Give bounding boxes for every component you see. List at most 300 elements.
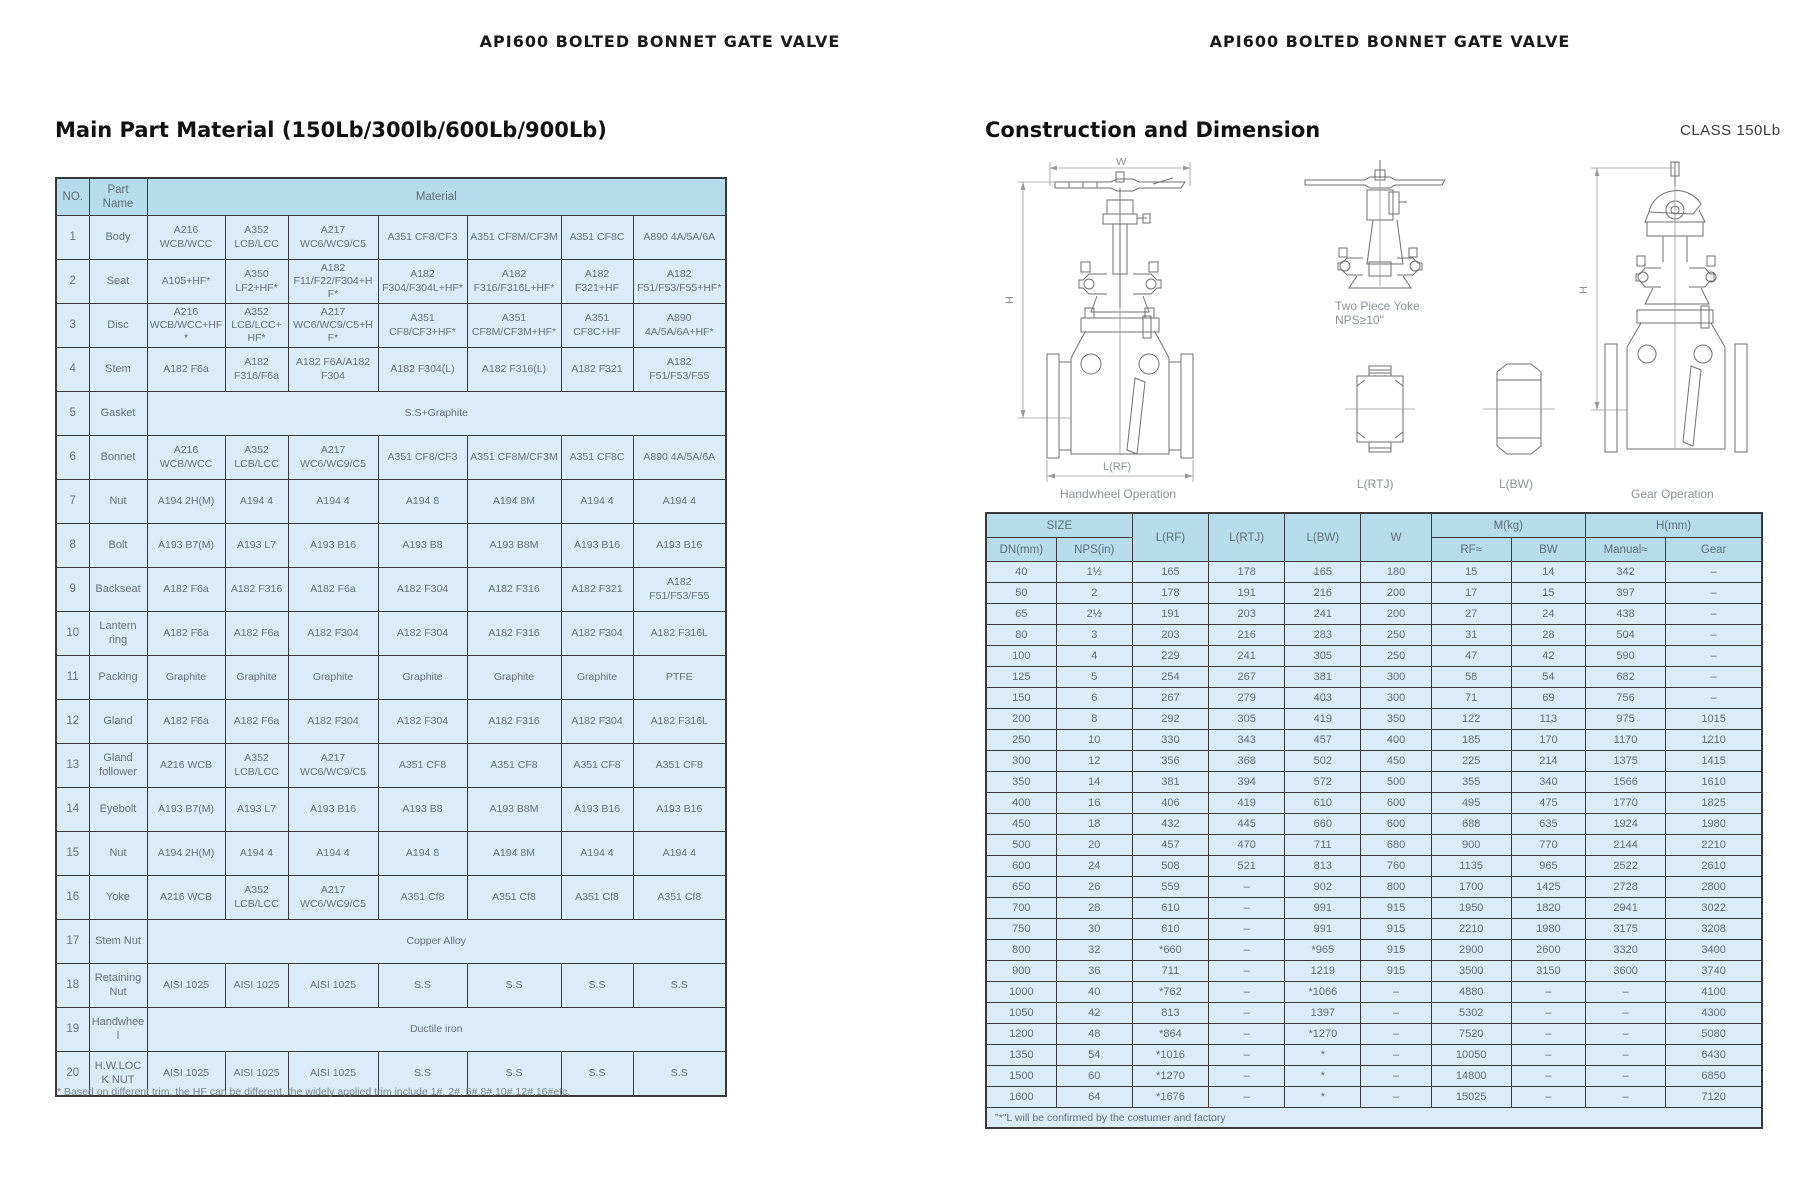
table-row [986,730,1762,751]
table-cell: 680 [1361,835,1431,856]
table-cell: 600 [1361,814,1431,835]
table-cell: 100 [986,646,1056,667]
dimension-footnote-row [986,1108,1762,1129]
svg-text:L(RTJ): L(RTJ) [1357,477,1394,491]
table-cell: A193 B16 [633,788,726,832]
table-cell: A182 F316 [225,568,288,612]
table-cell: 15 [56,832,89,876]
table-cell: A182 F304 [288,612,378,656]
two-piece-yoke-diagram [1305,160,1445,327]
table-cell: 800 [1361,877,1431,898]
table-cell: 4300 [1666,1003,1762,1024]
table-cell: 191 [1209,583,1285,604]
table-cell: A182 F304 [378,612,467,656]
table-cell: 1950 [1431,898,1511,919]
dimension-header-row-1 [986,513,1762,538]
table-cell: A182 F6a [288,568,378,612]
table-cell: A194 4 [633,832,726,876]
table-cell: 26 [1056,877,1132,898]
table-cell: – [1666,646,1762,667]
table-cell: 16 [56,876,89,920]
table-cell: 470 [1209,835,1285,856]
svg-text:H: H [1004,296,1016,304]
table-cell: A182 F316 [467,612,561,656]
table-cell: – [1209,1066,1285,1087]
table-cell: – [1586,1066,1666,1087]
table-cell: A351 CF8C [561,436,633,480]
table-row [986,1066,1762,1087]
table-cell: *1676 [1132,1087,1208,1108]
table-cell: A193 B7(M) [147,524,225,568]
table-cell: S.S+Graphite [147,392,726,436]
table-cell: 813 [1285,856,1361,877]
table-cell: 178 [1132,583,1208,604]
table-cell: Graphite [147,656,225,700]
valve-diagrams [985,158,1785,508]
col-header-nps: NPS(in) [1056,538,1132,562]
table-cell: A351 Cf8 [467,876,561,920]
table-cell: 2900 [1431,940,1511,961]
material-table-footnote: * Based on different trim, the HF can be different, the widely applied trim include 1#, 2#, 5#,8#,10#,12#,16#etc, [57,1086,571,1098]
table-cell: *660 [1132,940,1208,961]
table-row [56,788,726,832]
table-cell: A182 F321 [561,348,633,392]
page-header-left: API600 BOLTED BONNET GATE VALVE [479,32,841,51]
table-cell: 180 [1361,562,1431,583]
table-cell: 965 [1511,856,1585,877]
table-cell: A351 CF8M/CF3M+HF* [467,304,561,348]
table-cell: 200 [1361,604,1431,625]
table-cell: 267 [1132,688,1208,709]
table-cell: A182 F316/F6a [225,348,288,392]
table-cell: 2 [1056,583,1132,604]
table-cell: *864 [1132,1024,1208,1045]
table-cell: 770 [1511,835,1585,856]
table-cell: 24 [1056,856,1132,877]
table-cell: – [1511,1024,1585,1045]
table-cell: 48 [1056,1024,1132,1045]
table-cell: *1066 [1285,982,1361,1003]
table-cell: H.W.LOCK NUT [89,1052,147,1097]
table-cell: 3740 [1666,961,1762,982]
table-row [56,832,726,876]
table-cell: S.S [561,964,633,1008]
table-cell: 991 [1285,898,1361,919]
table-cell: A194 4 [225,832,288,876]
table-cell: 1000 [986,982,1056,1003]
table-cell: A193 B7(M) [147,788,225,832]
table-cell: 1210 [1666,730,1762,751]
table-cell: 419 [1209,793,1285,814]
table-cell: 2728 [1586,877,1666,898]
table-cell: AISI 1025 [225,1052,288,1097]
table-cell: S.S [467,1052,561,1097]
table-cell: 1825 [1666,793,1762,814]
material-table-body [56,216,726,1097]
table-cell: 445 [1209,814,1285,835]
svg-text:W: W [1116,158,1127,168]
gear-valve-diagram [1578,162,1747,501]
col-header-lrf: L(RF) [1132,513,1208,562]
table-cell: S.S [378,1052,467,1097]
table-cell: 14800 [1431,1066,1511,1087]
table-row [986,835,1762,856]
table-cell: 4100 [1666,982,1762,1003]
table-cell: 283 [1285,625,1361,646]
table-cell: A194 2H(M) [147,480,225,524]
table-cell: A193 B16 [288,788,378,832]
table-cell: Graphite [378,656,467,700]
table-cell: Stem [89,348,147,392]
table-row [986,877,1762,898]
table-cell: 165 [1285,562,1361,583]
table-cell: AISI 1025 [288,1052,378,1097]
table-cell: Graphite [288,656,378,700]
table-cell: A194 4 [225,480,288,524]
table-cell: A182 F304/F304L+HF* [378,260,467,304]
dimension-table-footnote: "*"L will be confirmed by the costumer and factory [986,1108,1762,1129]
table-cell: 18 [56,964,89,1008]
table-cell: A182 F6a [147,700,225,744]
table-cell: A194 8 [378,832,467,876]
table-row [56,216,726,260]
table-cell: Nut [89,832,147,876]
col-header-dn: DN(mm) [986,538,1056,562]
table-cell: 400 [1361,730,1431,751]
table-cell: A193 L7 [225,524,288,568]
table-cell: 300 [986,751,1056,772]
table-cell: AISI 1025 [225,964,288,1008]
table-cell: A182 F6A/A182 F304 [288,348,378,392]
table-row [56,568,726,612]
table-cell: 14 [56,788,89,832]
table-cell: 397 [1586,583,1666,604]
table-row [56,524,726,568]
table-cell: 4 [56,348,89,392]
table-cell: Copper Alloy [147,920,726,964]
table-cell: A194 8M [467,480,561,524]
table-cell: 394 [1209,772,1285,793]
table-cell: 1500 [986,1066,1056,1087]
table-cell: 682 [1586,667,1666,688]
table-cell: 3150 [1511,961,1585,982]
table-cell: A182 F6a [225,612,288,656]
table-cell: 5 [1056,667,1132,688]
table-cell: 5080 [1666,1024,1762,1045]
table-cell: 660 [1285,814,1361,835]
table-cell: 20 [1056,835,1132,856]
table-cell: S.S [467,964,561,1008]
table-cell: 58 [1431,667,1511,688]
table-cell: Bonnet [89,436,147,480]
table-cell: 19 [56,1008,89,1052]
table-cell: 572 [1285,772,1361,793]
table-cell: – [1511,1003,1585,1024]
table-cell: 30 [1056,919,1132,940]
table-cell: 504 [1586,625,1666,646]
table-cell: A351 Cf8 [378,876,467,920]
col-header-part-name: Part Name [89,178,147,216]
table-cell: 15 [1511,583,1585,604]
table-cell: A182 F6a [225,700,288,744]
table-cell: S.S [378,964,467,1008]
col-header-hmm: H(mm) [1586,513,1763,538]
table-cell: 475 [1511,793,1585,814]
table-cell: A351 CF8 [561,744,633,788]
table-cell: * [1285,1066,1361,1087]
table-row [56,656,726,700]
table-cell: A182 F51/F53/F55 [633,348,726,392]
table-cell: A182 F51/F53/F55+HF* [633,260,726,304]
table-cell: 3022 [1666,898,1762,919]
table-cell: 1924 [1586,814,1666,835]
table-cell: A351 CF8C+HF [561,304,633,348]
table-cell: 350 [1361,709,1431,730]
table-row [56,392,726,436]
table-cell: – [1361,1087,1431,1108]
table-cell: A182 F11/F22/F304+HF* [288,260,378,304]
table-cell: 1350 [986,1045,1056,1066]
table-cell: 438 [1586,604,1666,625]
table-cell: A351 CF8C [561,216,633,260]
table-cell: A351 CF8 [378,744,467,788]
table-cell: *1270 [1285,1024,1361,1045]
table-cell: 1200 [986,1024,1056,1045]
table-cell: * [1285,1087,1361,1108]
table-cell: A182 F6a [147,348,225,392]
table-cell: Yoke [89,876,147,920]
table-cell: – [1586,1045,1666,1066]
table-cell: 381 [1132,772,1208,793]
table-cell: 203 [1209,604,1285,625]
table-cell: A182 F304 [561,612,633,656]
table-cell: 355 [1431,772,1511,793]
table-row [56,964,726,1008]
table-cell: 6 [56,436,89,480]
table-cell: – [1209,1003,1285,1024]
table-cell: 31 [1431,625,1511,646]
table-cell: A194 4 [288,480,378,524]
table-cell: 406 [1132,793,1208,814]
table-cell: 1½ [1056,562,1132,583]
table-row [986,667,1762,688]
table-cell: A890 4A/5A/6A [633,436,726,480]
table-cell: 800 [986,940,1056,961]
table-row [56,348,726,392]
table-cell: 9 [56,568,89,612]
table-cell: A890 4A/5A/6A+HF* [633,304,726,348]
table-cell: 711 [1132,961,1208,982]
table-cell: – [1209,982,1285,1003]
table-cell: A182 F304 [561,700,633,744]
table-cell: 915 [1361,961,1431,982]
table-cell: A351 CF8 [633,744,726,788]
svg-text:NPS≥10": NPS≥10" [1335,313,1384,327]
table-cell: Seat [89,260,147,304]
table-cell: A352 LCB/LCC+HF* [225,304,288,348]
table-cell: A194 8M [467,832,561,876]
table-cell: * [1285,1045,1361,1066]
table-cell: 12 [1056,751,1132,772]
table-row [986,814,1762,835]
table-cell: 2210 [1431,919,1511,940]
table-cell: 700 [986,898,1056,919]
table-cell: 7120 [1666,1087,1762,1108]
table-cell: A216 WCB/WCC+HF* [147,304,225,348]
table-cell: 250 [1361,646,1431,667]
table-cell: AISI 1025 [288,964,378,1008]
table-cell: A351 CF8M/CF3M [467,216,561,260]
table-cell: 381 [1285,667,1361,688]
table-cell: 10 [56,612,89,656]
table-cell: 47 [1431,646,1511,667]
table-cell: 2 [56,260,89,304]
table-cell: 2800 [1666,877,1762,898]
table-cell: – [1209,1024,1285,1045]
table-cell: 200 [1361,583,1431,604]
table-cell: 900 [1431,835,1511,856]
table-cell: – [1666,583,1762,604]
table-cell: 40 [986,562,1056,583]
table-cell: 1397 [1285,1003,1361,1024]
table-cell: 495 [1431,793,1511,814]
table-cell: AISI 1025 [147,964,225,1008]
table-cell: – [1666,562,1762,583]
table-cell: 1015 [1666,709,1762,730]
table-cell: A216 WCB [147,744,225,788]
table-cell: A352 LCB/LCC [225,436,288,480]
table-cell: A182 F316 [467,700,561,744]
table-cell: 65 [986,604,1056,625]
table-cell: Graphite [467,656,561,700]
svg-text:Handwheel Operation: Handwheel Operation [1060,487,1177,501]
table-cell: 6430 [1666,1045,1762,1066]
table-cell: – [1511,1045,1585,1066]
table-cell: 356 [1132,751,1208,772]
col-header-manual: Manual≈ [1586,538,1666,562]
table-cell: 225 [1431,751,1511,772]
table-cell: 610 [1132,919,1208,940]
left-section-title: Main Part Material (150Lb/300lb/600Lb/900Lb) [55,118,607,142]
table-cell: 1170 [1586,730,1666,751]
table-cell: Bolt [89,524,147,568]
table-cell: 12 [56,700,89,744]
table-cell: 2600 [1511,940,1585,961]
table-cell: 42 [1511,646,1585,667]
table-cell: 521 [1209,856,1285,877]
table-cell: 590 [1586,646,1666,667]
handwheel-valve-diagram [1004,158,1193,501]
table-cell: 340 [1511,772,1585,793]
table-cell: 15025 [1431,1087,1511,1108]
material-table [55,177,727,1097]
table-cell: 18 [1056,814,1132,835]
table-cell: 1135 [1431,856,1511,877]
table-cell: 915 [1361,898,1431,919]
table-cell: A182 F316(L) [467,348,561,392]
table-cell: 610 [1132,898,1208,919]
table-cell: 760 [1361,856,1431,877]
table-cell: 200 [986,709,1056,730]
table-cell: 241 [1285,604,1361,625]
table-row [986,604,1762,625]
table-cell: Retaining Nut [89,964,147,1008]
table-cell: 2522 [1586,856,1666,877]
table-cell: – [1586,982,1666,1003]
table-cell: 165 [1132,562,1208,583]
table-cell: Eyebolt [89,788,147,832]
table-cell: 170 [1511,730,1585,751]
table-cell: – [1361,1024,1431,1045]
table-cell: 813 [1132,1003,1208,1024]
table-cell: – [1361,1045,1431,1066]
table-cell: 250 [1361,625,1431,646]
table-row [56,920,726,964]
table-cell: *1016 [1132,1045,1208,1066]
table-cell: A193 B16 [633,524,726,568]
table-cell: 125 [986,667,1056,688]
table-cell: 1415 [1666,751,1762,772]
table-cell: 1820 [1511,898,1585,919]
table-cell: A182 F304 [288,700,378,744]
table-cell: 975 [1586,709,1666,730]
table-cell: 1 [56,216,89,260]
table-cell: – [1361,982,1431,1003]
table-cell: 7520 [1431,1024,1511,1045]
table-cell: 36 [1056,961,1132,982]
table-cell: A351 CF8/CF3 [378,216,467,260]
table-cell: A193 B16 [288,524,378,568]
table-cell: 3175 [1586,919,1666,940]
table-cell: A352 LCB/LCC [225,876,288,920]
table-cell: A182 F6a [147,612,225,656]
table-cell: 711 [1285,835,1361,856]
table-cell: 1600 [986,1087,1056,1108]
col-header-mkg: M(kg) [1431,513,1585,538]
table-cell: Ductile iron [147,1008,726,1052]
table-cell: 300 [1361,667,1431,688]
page-header-right: API600 BOLTED BONNET GATE VALVE [1209,32,1571,51]
table-cell: 508 [1132,856,1208,877]
bw-end-diagram [1483,364,1555,491]
table-cell: – [1666,688,1762,709]
col-header-gear: Gear [1666,538,1762,562]
table-cell: 11 [56,656,89,700]
table-cell: – [1511,1087,1585,1108]
table-cell: 250 [986,730,1056,751]
table-cell: 915 [1361,940,1431,961]
table-cell: 305 [1285,646,1361,667]
table-cell: 559 [1132,877,1208,898]
table-cell: 5 [56,392,89,436]
table-cell: A194 2H(M) [147,832,225,876]
table-cell: A194 4 [561,480,633,524]
table-cell: 27 [1431,604,1511,625]
svg-text:H: H [1578,286,1590,294]
table-row [56,260,726,304]
table-row [56,304,726,348]
table-cell: A216 WCB/WCC [147,436,225,480]
gate-valve-drawings-svg [985,158,1785,508]
table-cell: 214 [1511,751,1585,772]
table-row [986,1024,1762,1045]
table-cell: 1610 [1666,772,1762,793]
table-cell: 6850 [1666,1066,1762,1087]
table-cell: 42 [1056,1003,1132,1024]
table-row [986,562,1762,583]
table-cell: Graphite [561,656,633,700]
table-cell: 229 [1132,646,1208,667]
